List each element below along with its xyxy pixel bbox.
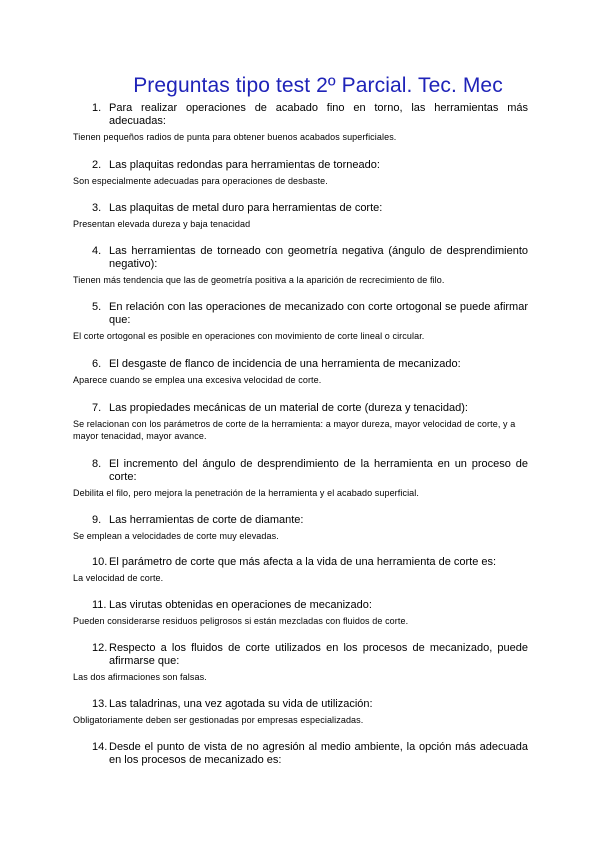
question-text: 9. Las herramientas de corte de diamante:	[92, 514, 304, 526]
question-text: 7. Las propiedades mecánicas de un material de corte (dureza y tenacidad):	[92, 402, 468, 414]
question-item	[73, 245, 528, 286]
question-number: 4.	[92, 245, 102, 257]
answer-text: Pueden considerarse residuos peligrosos si están mezcladas con fluidos de corte.	[73, 616, 409, 626]
question-number: 14.	[92, 741, 108, 753]
question-item	[73, 402, 528, 442]
question-text: 4. Las herramientas de torneado con geometría negativa (ángulo de desprendimiento negativo):	[92, 245, 528, 270]
answer-text: Son especialmente adecuadas para operaciones de desbaste.	[73, 176, 328, 186]
question-number: 13.	[92, 698, 108, 710]
question-number: 7.	[92, 402, 102, 414]
answer-text: Debilita el filo, pero mejora la penetración de la herramienta y el acabado superficial.	[73, 488, 419, 498]
question-item	[73, 358, 528, 386]
question-item	[73, 741, 528, 767]
question-item	[73, 698, 528, 726]
answer-text: Presentan elevada dureza y baja tenacidad	[73, 219, 251, 229]
answer-text: El corte ortogonal es posible en operaciones con movimiento de corte lineal o circular.	[73, 331, 425, 341]
question-item	[73, 202, 528, 230]
question-number: 11.	[92, 599, 107, 611]
question-number: 6.	[92, 358, 102, 370]
question-item	[73, 102, 528, 143]
answer-text: Tienen pequeños radios de punta para obtener buenos acabados superficiales.	[73, 132, 397, 142]
question-item	[73, 301, 528, 342]
question-number: 10.	[92, 556, 108, 568]
question-number: 12.	[92, 642, 108, 654]
question-text: 14. Desde el punto de vista de no agresión al medio ambiente, la opción más adecuada en los procesos de mecanizado es:	[92, 741, 528, 766]
question-text: 10. El parámetro de corte que más afecta a la vida de una herramienta de corte es:	[92, 556, 497, 568]
question-number: 5.	[92, 301, 102, 313]
question-item	[73, 556, 528, 584]
question-text: 6. El desgaste de flanco de incidencia de una herramienta de mecanizado:	[92, 358, 461, 370]
question-text: 8. El incremento del ángulo de desprendimiento de la herramienta en un proceso de corte:	[92, 458, 528, 483]
question-number: 8.	[92, 458, 102, 470]
question-text: 12. Respecto a los fluidos de corte utilizados en los procesos de mecanizado, puede afirmarse que:	[92, 642, 528, 667]
answer-text: Obligatoriamente deben ser gestionadas por empresas especializadas.	[73, 715, 364, 725]
question-number: 9.	[92, 514, 102, 526]
question-number: 1.	[92, 102, 102, 114]
answer-text: Se emplean a velocidades de corte muy elevadas.	[73, 531, 279, 541]
question-item	[73, 642, 528, 683]
answer-text: Las dos afirmaciones son falsas.	[73, 672, 207, 682]
answer-text: Se relacionan con los parámetros de corte de la herramienta: a mayor dureza, mayor velocidad de corte, y a mayor tenacidad, mayor avance.	[73, 419, 516, 441]
question-text: 2. Las plaquitas redondas para herramientas de torneado:	[92, 159, 380, 171]
question-text: 1. Para realizar operaciones de acabado fino en torno, las herramientas más adecuadas:	[92, 102, 528, 127]
question-text: 13. Las taladrinas, una vez agotada su vida de utilización:	[92, 698, 373, 710]
question-number: 2.	[92, 159, 102, 171]
question-number: 3.	[92, 202, 102, 214]
question-item	[73, 514, 528, 542]
question-text: 5. En relación con las operaciones de mecanizado con corte ortogonal se puede afirmar que:	[92, 301, 528, 326]
answer-text: Aparece cuando se emplea una excesiva velocidad de corte.	[73, 375, 322, 385]
answer-text: La velocidad de corte.	[73, 573, 164, 583]
question-text: 3. Las plaquitas de metal duro para herramientas de corte:	[92, 202, 383, 214]
page-title: Preguntas tipo test 2º Parcial. Tec. Mec	[133, 74, 503, 97]
question-item	[73, 159, 528, 187]
question-text: 11. Las virutas obtenidas en operaciones de mecanizado:	[92, 599, 372, 611]
answer-text: Tienen más tendencia que las de geometría positiva a la aparición de recrecimiento de filo.	[73, 275, 445, 285]
question-item	[73, 599, 528, 627]
question-item	[73, 458, 528, 499]
